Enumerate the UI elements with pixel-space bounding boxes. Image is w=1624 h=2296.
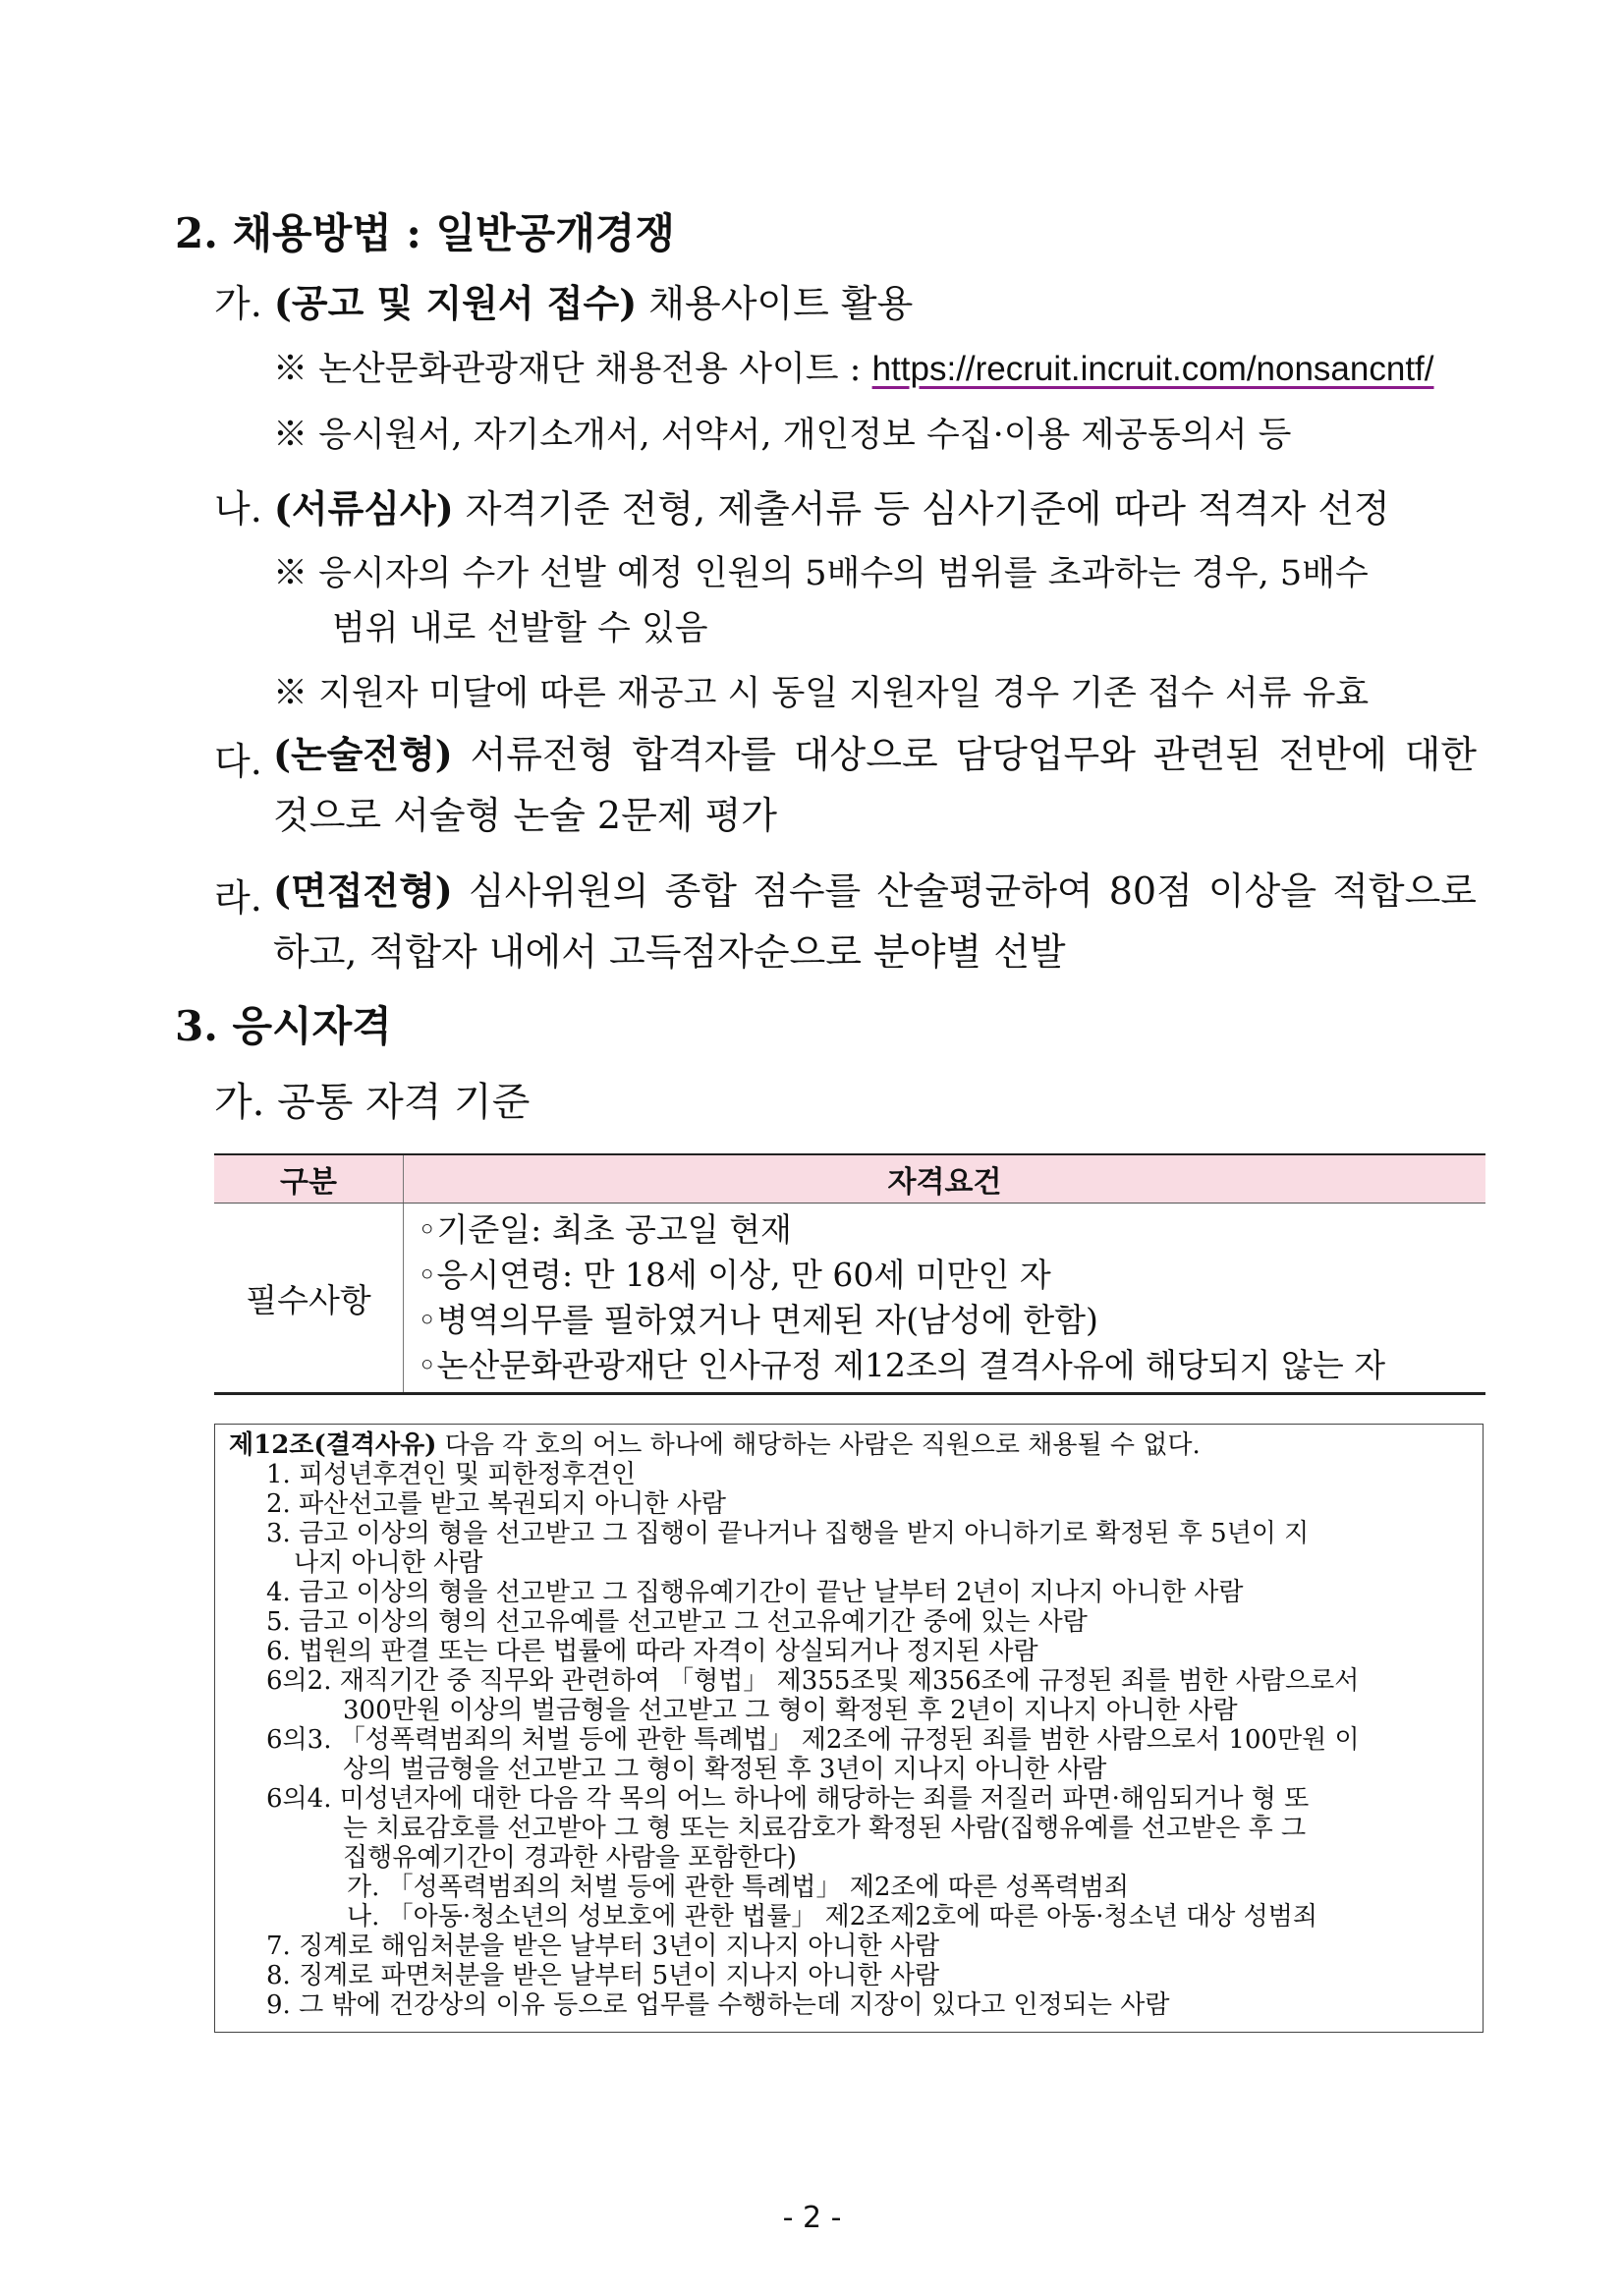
recruit-site-link[interactable]: https://recruit.incruit.com/nonsancntf/ — [871, 350, 1434, 388]
statute-title — [229, 1430, 1473, 1460]
qualification-table-header — [214, 1154, 1485, 1204]
item-da-text: 서류전형 합격자를 대상으로 담당업무와 관련된 전반에 대한 것으로 서술형 논술 2문제 평가 — [273, 733, 1477, 837]
item-na-text: 자격기준 전형, 제출서류 등 심사기준에 따라 적격자 선정 — [465, 487, 1390, 531]
statute-line: 8. 징계로 파면처분을 받은 날부터 5년이 지나지 아니한 사람 — [266, 1961, 940, 1990]
statute-box — [214, 1424, 1484, 2033]
statute-line: 6의4. 미성년자에 대한 다음 각 목의 어느 하나에 해당하는 죄를 저질러 파면·해임되거나 형 또 — [266, 1784, 1310, 1814]
statute-line: 300만원 이상의 벌금형을 선고받고 그 형이 확정된 후 2년이 지나지 아니한 사람 — [343, 1696, 1238, 1725]
statute-line: 가. 「성폭력범죄의 처벌 등에 관한 특례법」 제2조에 따른 성폭력범죄 — [347, 1873, 1129, 1902]
item-da — [273, 724, 1477, 846]
row-label-required: 필수사항 — [214, 1204, 404, 1394]
item-na — [214, 478, 1390, 532]
page-number: - 2 - — [782, 2201, 842, 2235]
note-recruit-site-prefix: ※ 논산문화관광재단 채용전용 사이트 : — [273, 350, 862, 389]
requirement-item: ◦병역의무를 필하였거나 면제된 자(남성에 한함) — [418, 1301, 1098, 1339]
requirements-list — [404, 1204, 1486, 1394]
statute-line: 는 치료감호를 선고받아 그 형 또는 치료감호가 확정된 사람(집행유예를 선고받은 후 그 — [343, 1814, 1307, 1843]
item-ra — [273, 861, 1477, 982]
item-na-title: (서류심사) — [273, 486, 454, 531]
item-ra-title: (면접전형) — [273, 868, 453, 913]
statute-line: 5. 금고 이상의 형의 선고유예를 선고받고 그 선고유예기간 중에 있는 사람 — [266, 1607, 1088, 1637]
statute-line: 7. 징계로 해임처분을 받은 날부터 3년이 지나지 아니한 사람 — [266, 1932, 940, 1961]
statute-line: 집행유예기간이 경과한 사람을 포함한다) — [343, 1843, 797, 1873]
statute-line: 4. 금고 이상의 형을 선고받고 그 집행유예기간이 끝난 날부터 2년이 지나지 아니한 사람 — [266, 1578, 1244, 1607]
statute-line: 상의 벌금형을 선고받고 그 형이 확정된 후 3년이 지나지 아니한 사람 — [343, 1755, 1107, 1784]
col-requirements: 자격요건 — [404, 1154, 1486, 1204]
statute-line: 6. 법원의 판결 또는 다른 법률에 따라 자격이 상실되거나 정지된 사람 — [266, 1637, 1038, 1666]
common-criteria-subheading: 가. 공통 자격 기준 — [214, 1080, 531, 1125]
item-na-label: 나. — [214, 487, 262, 531]
item-ga — [214, 273, 913, 327]
note-documents: ※ 응시원서, 자기소개서, 서약서, 개인정보 수집·이용 제공동의서 등 — [273, 416, 1292, 455]
statute-line: 6의3. 「성폭력범죄의 처벌 등에 관한 특례법」 제2조에 규정된 죄를 범한 사람으로서 100만원 이 — [266, 1725, 1360, 1755]
col-category: 구분 — [214, 1154, 404, 1204]
note-selection-limit-1: ※ 응시자의 수가 선발 예정 인원의 5배수의 범위를 초과하는 경우, 5배수 — [273, 554, 1369, 593]
requirement-item: ◦기준일: 최초 공고일 현재 — [418, 1210, 792, 1249]
requirement-item: ◦응시연령: 만 18세 이상, 만 60세 미만인 자 — [418, 1256, 1051, 1294]
item-ra-label: 라. — [214, 876, 262, 920]
statute-line: 나. 「아동·청소년의 성보호에 관한 법률」 제2조제2호에 따른 아동·청소년 대상 성범죄 — [347, 1902, 1317, 1932]
table-row — [214, 1204, 1485, 1394]
statute-line: 2. 파산선고를 받고 복권되지 아니한 사람 — [266, 1489, 726, 1519]
statute-line: 1. 피성년후견인 및 피한정후견인 — [266, 1460, 637, 1489]
item-ga-label: 가. — [214, 282, 262, 325]
item-da-title: (논술전형) — [273, 732, 453, 776]
note-reannouncement: ※ 지원자 미달에 따른 재공고 시 동일 지원자일 경우 기존 접수 서류 유효 — [273, 674, 1370, 713]
item-da-label: 다. — [214, 740, 262, 783]
item-ra-text: 심사위원의 종합 점수를 산술평균하여 80점 이상을 적합으로 하고, 적합자 내에서 고득점자순으로 분야별 선발 — [273, 869, 1477, 974]
note-selection-limit-2: 범위 내로 선발할 수 있음 — [332, 609, 708, 648]
statute-line: 6의2. 재직기간 중 직무와 관련하여 「형법」 제355조및 제356조에 규정된 죄를 범한 사람으로서 — [266, 1666, 1360, 1696]
statute-line: 3. 금고 이상의 형을 선고받고 그 집행이 끝나거나 집행을 받지 아니하기로 확정된 후 5년이 지 — [266, 1519, 1310, 1548]
item-ga-text: 채용사이트 활용 — [648, 282, 914, 325]
note-recruit-site — [273, 342, 1434, 391]
item-ga-title: (공고 및 지원서 접수) — [273, 281, 638, 325]
statute-title-bold: 제12조(결격사유) — [229, 1430, 437, 1460]
requirement-item: ◦논산문화관광재단 인사규정 제12조의 결격사유에 해당되지 않는 자 — [418, 1346, 1386, 1384]
section-3-heading: 3. 응시자격 — [175, 1002, 392, 1050]
qualification-table — [214, 1153, 1485, 1395]
statute-title-rest: 다음 각 호의 어느 하나에 해당하는 사람은 직원으로 채용될 수 없다. — [436, 1430, 1201, 1460]
section-2-heading: 2. 채용방법 : 일반공개경쟁 — [175, 209, 675, 257]
statute-line: 나지 아니한 사람 — [294, 1548, 483, 1578]
statute-line: 9. 그 밖에 건강상의 이유 등으로 업무를 수행하는데 지장이 있다고 인정되는 사람 — [266, 1990, 1170, 2020]
